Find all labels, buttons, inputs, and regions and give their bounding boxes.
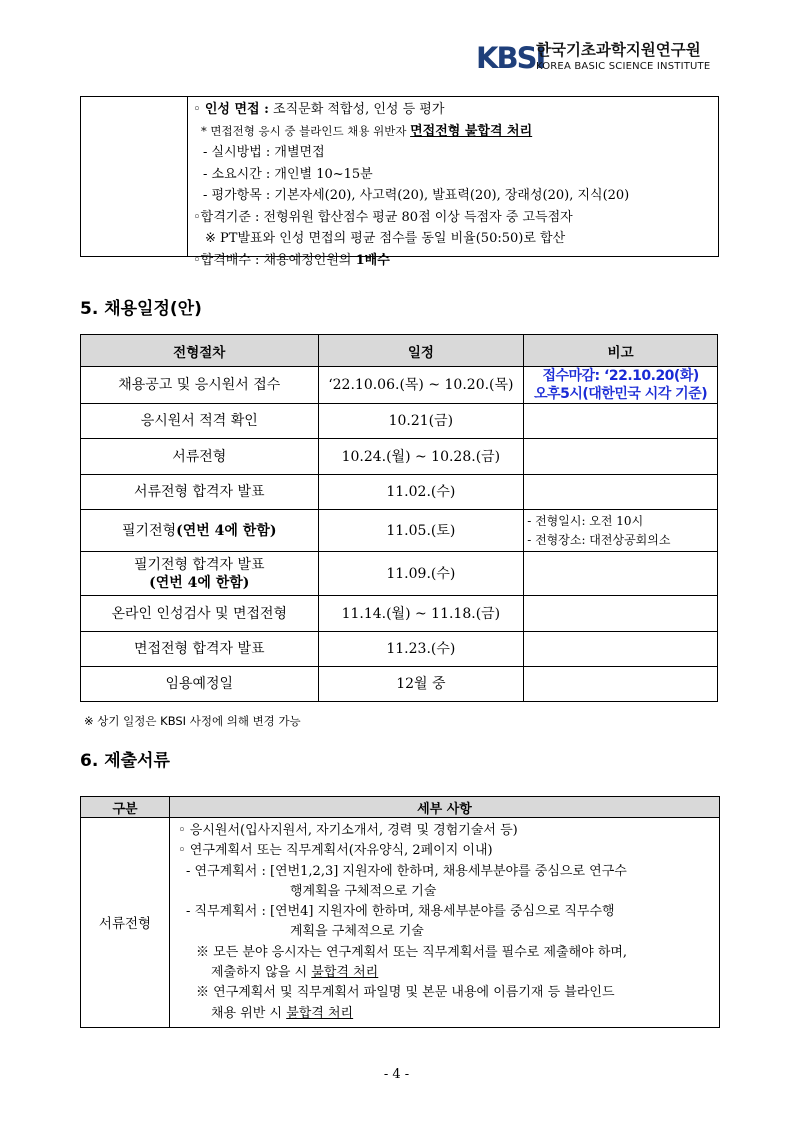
col-header-category: 구분 <box>81 797 170 818</box>
logo-mark: KBSI <box>476 41 545 75</box>
table-row: 채용공고 및 응시원서 접수 ‘22.10.06.(목) ~ 10.20.(목) 접수마감: ‘22.10.20(화) 오후5시(대한민국 시각 기준) <box>81 367 718 404</box>
table-row: 응시원서 적격 확인 10.21(금) <box>81 404 718 439</box>
interview-table <box>80 96 719 268</box>
category-cell: 서류전형 <box>81 818 170 1028</box>
col-header-details: 세부 사항 <box>170 797 720 818</box>
org-name-en: KOREA BASIC SCIENCE INSTITUTE <box>536 61 711 72</box>
table-row: 서류전형 10.24.(월) ~ 10.28.(금) <box>81 439 718 475</box>
col-header-date: 일정 <box>318 335 524 367</box>
table-row: 온라인 인성검사 및 면접전형 11.14.(월) ~ 11.18.(금) <box>81 596 718 632</box>
schedule-header-row <box>81 335 718 367</box>
exam-note: - 전형일시: 오전 10시 - 전형장소: 대전상공회의소 <box>524 510 718 552</box>
documents-table <box>80 796 720 1028</box>
col-header-note: 비고 <box>524 335 718 367</box>
table-row: 필기전형 합격자 발표 (연번 4에 한함) 11.09.(수) <box>81 552 718 596</box>
details-cell: ◦ 응시원서(입사지원서, 자기소개서, 경력 및 경험기술서 등) ◦ 연구계획서 또는 직무계획서(자유양식, 2페이지 이내) - 연구계획서 : [연번1,2,3] 지원자에 한하며, 채용세부분야를 중심으로 연구수 행계획을 구체적으로 기술 - 직무계획서 : [연번4] 지원자에 한하며, 채용세부분야를 중심으로 직무수행 계획을 구체적으로 기술 ※ 모든 분야 응시자는 연구계획서 또는 직무계획서를 필수로 제출해야 하며, 제출하지 않을 시 불합격 처리 ※ 연구계획서 및 직무계획서 파일명 및 본문 내용에 이름기재 등 블라인드 채용 위반 시 불합격 처리 <box>170 818 720 1028</box>
table-row <box>81 818 720 1028</box>
section5-title: 5. 채용일정(안) <box>80 299 202 319</box>
section6-title: 6. 제출서류 <box>80 751 170 771</box>
table-row: 서류전형 합격자 발표 11.02.(수) <box>81 475 718 510</box>
schedule-footnote: ※ 상기 일정은 KBSI 사정에 의해 변경 가능 <box>84 714 301 728</box>
page-number: - 4 - <box>383 1067 410 1082</box>
table-row: 면접전형 합격자 발표 11.23.(수) <box>81 632 718 667</box>
deadline-note: 접수마감: ‘22.10.20(화) 오후5시(대한민국 시각 기준) <box>524 367 718 404</box>
documents-header-row <box>81 797 720 818</box>
table-row: 필기전형(연번 4에 한함) 11.05.(토) - 전형일시: 오전 10시 - 전형장소: 대전상공회의소 <box>81 510 718 552</box>
interview-details: ◦ 인성 면접 : 조직문화 적합성, 인성 등 평가 * 면접전형 응시 중 블라인드 채용 위반자 면접전형 불합격 처리 - 실시방법 : 개별면접 - 소요시간 : 개인별 10~15분 - 평가항목 : 기본자세(20), 사고력(20), 발표력(20), 장래성(20), 지식(20) ◦합격기준 : 전형위원 합산점수 평균 80점 이상 득점자 중 고득점자 ※ PT발표와 인성 면접의 평균 점수를 동일 비율(50:50)로 합산 ◦합격배수 : 채용예정인원의 1배수 <box>193 102 630 268</box>
org-name-ko: 한국기초과학지원연구원 <box>536 41 701 59</box>
schedule-table <box>80 334 718 702</box>
interview-label-cell <box>81 97 188 256</box>
fail-notice: 면접전형 불합격 처리 <box>410 123 533 139</box>
table-row: 임용예정일 12월 중 <box>81 667 718 702</box>
col-header-step: 전형절차 <box>81 335 319 367</box>
interview-title: 인성 면접 : <box>204 102 269 117</box>
kbsi-logo <box>476 40 721 76</box>
